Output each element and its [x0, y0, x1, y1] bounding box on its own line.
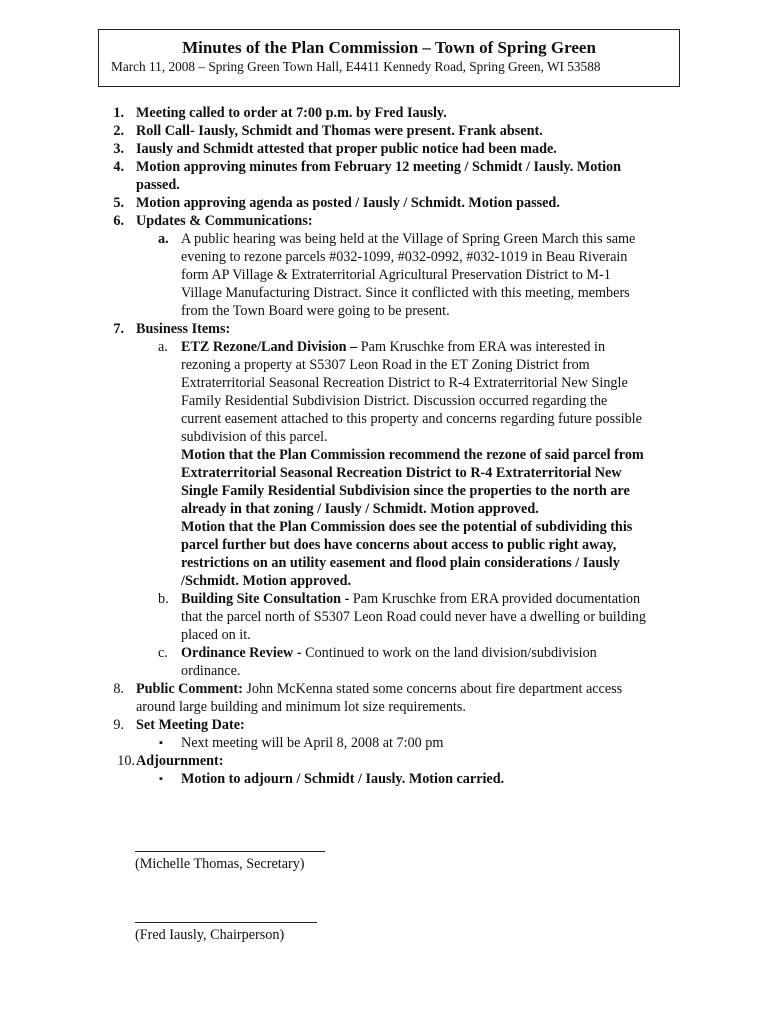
item-number: 7. [113, 321, 124, 337]
item-4-text-cont: passed. [136, 177, 180, 193]
item-number: 8. [113, 681, 124, 697]
item-8-first-text: John McKenna stated some concerns about fire department access [242, 681, 623, 697]
item-7a-line: rezoning a property at S5307 Leon Road in the ET Zoning District from [181, 357, 590, 373]
item-7c-first-text: Continued to work on the land division/subdivision [301, 645, 597, 661]
item-number: 9. [113, 717, 124, 733]
item-7a-line: subdivision of this parcel. [181, 429, 328, 445]
item-6-heading: Updates & Communications: [136, 213, 313, 229]
item-number: 1. [113, 105, 124, 121]
item-7c-line: ordinance. [181, 663, 241, 679]
item-7-heading: Business Items: [136, 321, 231, 337]
item-7b-line: that the parcel north of S5307 Leon Road could never have a dwelling or building [181, 609, 646, 625]
motion-line: Motion that the Plan Commission recommend the rezone of said parcel from [181, 447, 644, 463]
item-7a-first-text: Pam Kruschke from ERA was interested in [357, 339, 606, 355]
item-2-text: Roll Call- Iausly, Schmidt and Thomas were present. Frank absent. [136, 123, 543, 139]
item-6a-line: evening to rezone parcels #032-1099, #032-0992, #032-1019 in Beau Riverain [181, 249, 628, 265]
item-6a-line: Village Manufacturing Distract. Since it conflicted with this meeting, members [181, 285, 630, 301]
item-7a-line: Family Residential Subdivision District. Discussion occurred regarding the [181, 393, 608, 409]
item-number: 4. [113, 159, 124, 175]
item-3-text: Iausly and Schmidt attested that proper public notice had been made. [136, 141, 557, 157]
item-7c-heading: Ordinance Review - [181, 645, 302, 661]
sub-item-letter: a. [158, 339, 168, 355]
item-number: 5. [113, 195, 124, 211]
item-number: 2. [113, 123, 124, 139]
item-6a-line: A public hearing was being held at the Village of Spring Green March this same [181, 231, 636, 247]
sub-item-letter: b. [158, 591, 169, 607]
motion-line: restrictions on an utility easement and flood plain considerations / Iausly [181, 555, 620, 571]
motion-line: Extraterritorial Seasonal Recreation District to R-4 Extraterritorial New [181, 465, 622, 481]
item-number: 10. [117, 753, 135, 769]
motion-line: already in that zoning / Iausly / Schmidt. Motion approved. [181, 501, 539, 517]
item-number: 6. [113, 213, 124, 229]
item-6a-line: form AP Village & Extraterritorial Agricultural Preservation District to M-1 [181, 267, 611, 283]
bullet-icon: ▪ [159, 737, 163, 749]
item-7a-line: Extraterritorial Seasonal Recreation District to R-4 Extraterritorial New Single [181, 375, 628, 391]
item-8-heading: Public Comment: [136, 681, 243, 697]
item-7c-first-line [181, 644, 597, 662]
header-box [98, 29, 680, 87]
item-4-text: Motion approving minutes from February 12 meeting / Schmidt / Iausly. Motion [136, 159, 622, 175]
motion-line: /Schmidt. Motion approved. [181, 573, 352, 589]
chair-signature-line [135, 922, 317, 923]
meeting-details: March 11, 2008 – Spring Green Town Hall, E4411 Kennedy Road, Spring Green, WI 53588 [111, 59, 601, 74]
motion-line: parcel further but does have concerns about access to public right away, [181, 537, 617, 553]
item-7a-line: current easement attached to this property and concerns regarding future possible [181, 411, 642, 427]
item-5-text: Motion approving agenda as posted / Iausly / Schmidt. Motion passed. [136, 195, 560, 211]
item-6a-line: from the Town Board were going to be present. [181, 303, 450, 319]
item-number: 3. [113, 141, 124, 157]
item-9-heading: Set Meeting Date: [136, 717, 245, 733]
secretary-signature-line [135, 851, 325, 852]
item-10-heading: Adjournment: [136, 753, 224, 769]
item-1-text: Meeting called to order at 7:00 p.m. by Fred Iausly. [136, 105, 447, 121]
item-7a-heading: ETZ Rezone/Land Division – [181, 339, 358, 355]
motion-line: Single Family Residential Subdivision since the properties to the north are [181, 483, 630, 499]
next-meeting-text: Next meeting will be April 8, 2008 at 7:00 pm [181, 735, 444, 751]
chair-name: (Fred Iausly, Chairperson) [135, 927, 285, 943]
item-7a-first-line [181, 338, 605, 356]
bullet-icon: ▪ [159, 773, 163, 785]
adjourn-motion-text: Motion to adjourn / Schmidt / Iausly. Motion carried. [181, 771, 505, 787]
item-7b-heading: Building Site Consultation - [181, 591, 350, 607]
sub-item-letter: c. [158, 645, 168, 661]
item-8-line: around large building and minimum lot size requirements. [136, 699, 466, 715]
item-7b-first-line [181, 590, 640, 608]
document-title: Minutes of the Plan Commission – Town of Spring Green [182, 38, 596, 57]
motion-line: Motion that the Plan Commission does see the potential of subdividing this [181, 519, 633, 535]
secretary-name: (Michelle Thomas, Secretary) [135, 856, 305, 872]
item-7b-line: placed on it. [181, 627, 251, 643]
item-7b-first-text: Pam Kruschke from ERA provided documentation [349, 591, 641, 607]
item-8-first-line [136, 680, 622, 698]
sub-item-letter: a. [158, 231, 169, 247]
